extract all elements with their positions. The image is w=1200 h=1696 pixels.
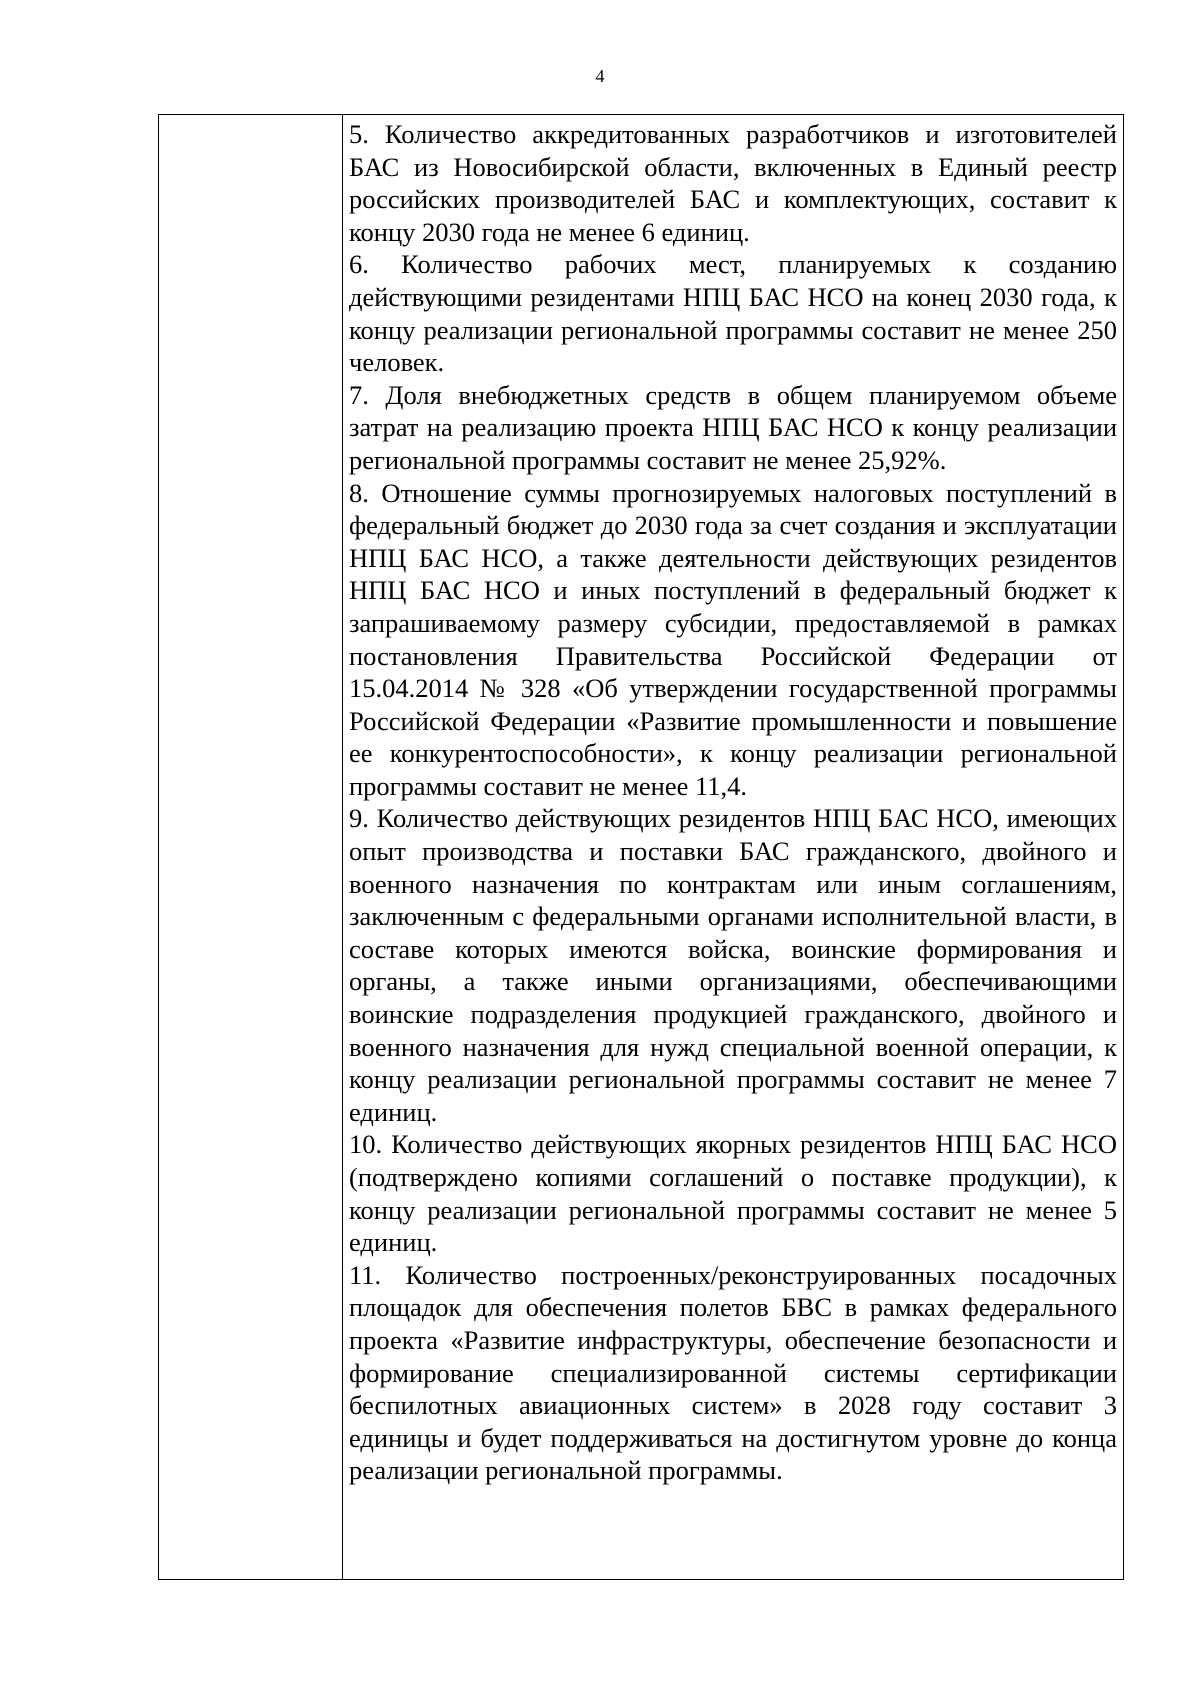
paragraph-item-6: 6. Количество рабочих мест, планируемых к созданию действующими резидентами НПЦ БАС НСО на конец 2030 года, к концу реализации региональной программы составит не менее 250 человек. [349,249,1117,378]
page-number: 4 [595,66,605,86]
paragraph-item-7: 7. Доля внебюджетных средств в общем планируемом объеме затрат на реализацию проекта НПЦ БАС НСО к концу реализации региональной программы составит не менее 25,92%. [349,379,1117,475]
paragraph-item-8: 8. Отношение суммы прогнозируемых налоговых поступлений в федеральный бюджет до 2030 года за счет создания и эксплуатации НПЦ БАС НСО, а также деятельности действующих резидентов НПЦ БАС НСО и иных поступлений в федеральный бюджет к запрашиваемому размеру субсидии, предоставляемой в рамках постановления Правительства Российской Федерации от 15.04.2014 № 328 «Об утверждении государственной программы Российской Федерации «Развитие промышленности и повышение ее конкурентоспособности», к концу реализации региональной программы составит не менее 11,4. [349,477,1117,801]
paragraph-item-10: 10. Количество действующих якорных резидентов НПЦ БАС НСО (подтверждено копиями соглашений о поставке продукции), к концу реализации региональной программы составит не менее 5 единиц. [349,1129,1117,1258]
paragraph-item-5: 5. Количество аккредитованных разработчиков и изготовителей БАС из Новосибирской области, включенных в Единый реестр российских производителей БАС и комплектующих, составит к концу 2030 года не менее 6 единиц. [349,119,1117,247]
paragraph-item-9: 9. Количество действующих резидентов НПЦ БАС НСО, имеющих опыт производства и поставки БАС гражданского, двойного и военного назначения по контрактам или иным соглашениям, заключенным с федеральными органами исполнительной власти, в составе которых имеются войска, воинские формирования и органы, а также иными организациями, обеспечивающими воинские подразделения продукцией гражданского, двойного и военного назначения для нужд специальной военной операции, к концу реализации региональной программы составит не менее 7 единиц. [349,803,1117,1127]
table-right-cell [349,118,1117,1487]
paragraph-item-11: 11. Количество построенных/реконструированных посадочных площадок для обеспечения полетов БВС в рамках федерального проекта «Развитие инфраструктуры, обеспечение безопасности и формирование специализированной системы сертификации беспилотных авиационных систем» в 2028 году составит 3 единицы и будет поддерживаться на достигнутом уровне до конца реализации региональной программы. [349,1259,1117,1486]
table-left-cell [159,115,343,1579]
document-table [158,114,1124,1580]
